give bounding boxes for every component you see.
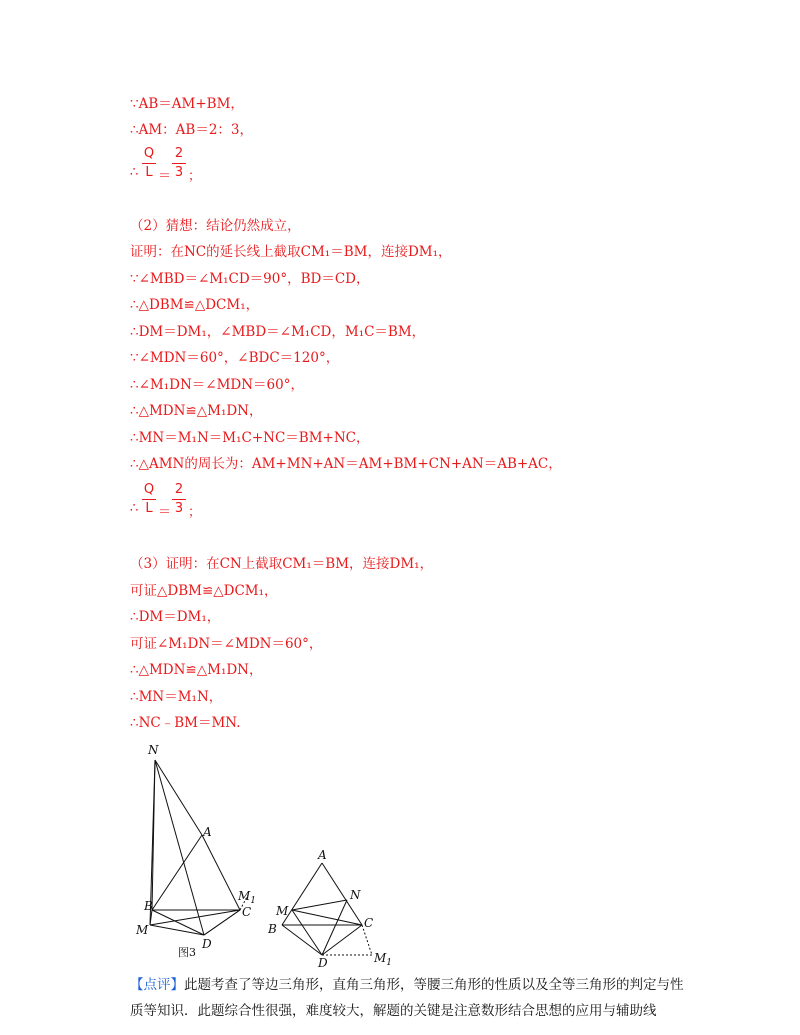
figure-3-diagram [130,740,270,965]
label-C: C [364,916,374,930]
figure-4-diagram [262,845,402,970]
fraction-denominator: 3 [174,165,184,180]
segment-ND [155,760,204,935]
fraction-denominator: L [145,165,153,180]
solution-line: ∵∠MDN＝60°，∠BDC＝120°， [130,350,340,366]
fraction-numerator: Q [143,482,155,497]
segment-CD [322,925,362,955]
label-C: C [242,905,252,919]
solution-line: ∴MN＝M₁N， [130,689,223,705]
fraction-numerator: 2 [174,482,184,497]
label-M: M [276,904,289,918]
segment-AC [202,835,240,910]
fraction-bar [172,163,186,164]
fraction-bar [142,163,156,164]
therefore-symbol: ∴ [130,165,139,180]
solution-line: 可证△DBM≌△DCM₁， [130,583,278,599]
segment-MD [150,925,204,935]
label-M1-sub: 1 [250,896,257,906]
segment-MC [150,910,240,925]
figure-caption: 图3 [178,946,196,959]
solution-line: ∴MN＝M₁N＝M₁C+NC＝BM+NC， [130,430,370,446]
solution-line: ∴△MDN≌△M₁DN， [130,662,263,678]
solution-line: 证明：在NC的延长线上截取CM₁＝BM，连接DM₁， [130,244,452,260]
review-paragraph [130,972,690,1024]
segment-BD [282,925,322,955]
solution-line: ∴△DBM≌△DCM₁， [130,297,260,313]
label-M1-main: M [238,889,251,903]
equals-sign: ＝ [158,169,172,184]
therefore-symbol: ∴ [130,501,139,516]
solution-line: ∴∠M₁DN＝∠MDN＝60°， [130,377,304,393]
label-M1-sub: 1 [386,958,393,968]
semicolon: ； [188,505,202,520]
label-D: D [202,937,212,951]
segment-ND [322,900,347,955]
fraction-numerator: Q [143,146,155,161]
solution-line: ∴AM：AB＝2：3， [130,122,254,138]
label-B: B [268,922,277,936]
segment-NA [155,760,202,835]
label-N: N [148,743,159,757]
segment-MN [292,900,347,910]
solution-line: （2）猜想：结论仍然成立， [130,218,301,234]
fraction-numerator: 2 [174,146,184,161]
label-M: M [136,923,149,937]
review-tag: 【点评】 [130,977,184,993]
fraction-denominator: 3 [174,501,184,516]
label-M1 [373,951,392,968]
solution-line: ∴DM＝DM₁， [130,609,221,625]
segment-MC [292,910,362,925]
label-N: N [350,888,361,902]
label-M1 [237,889,256,906]
segment-BD [152,910,204,935]
solution-line: ∵∠MBD＝∠M₁CD＝90°，BD＝CD， [130,271,370,287]
solution-line: ∴NC﹣BM＝MN. [130,715,241,731]
fraction-denominator: L [145,501,153,516]
fraction-bar [142,499,156,500]
solution-line: （3）证明：在CN上截取CM₁＝BM，连接DM₁， [130,556,434,572]
solution-line: ∴△MDN≌△M₁DN， [130,403,263,419]
label-M1-main: M [374,951,387,965]
fraction-bar [172,499,186,500]
label-B: B [144,899,153,913]
solution-line: ∴△AMN的周长为：AM+MN+AN＝AM+BM+CN+AN＝AB+AC， [130,456,562,472]
segment-DC2 [204,910,240,935]
semicolon: ； [188,169,202,184]
label-A: A [318,848,327,862]
segment-MD [292,910,322,955]
equals-sign: ＝ [158,505,172,520]
segment-AB [152,835,202,910]
label-A: A [203,825,212,839]
review-text: 此题考查了等边三角形，直角三角形，等腰三角形的性质以及全等三角形的判定与性质等知识．此题综合性很强，难度较大，解题的关键是注意数形结合思想的应用与辅助线 [130,977,684,1019]
label-D: D [318,956,328,970]
solution-line: ∵AB＝AM+BM， [130,96,244,112]
solution-line: ∴DM＝DM₁，∠MBD＝∠M₁CD，M₁C＝BM， [130,324,426,340]
solution-line: 可证∠M₁DN＝∠MDN＝60°， [130,636,323,652]
